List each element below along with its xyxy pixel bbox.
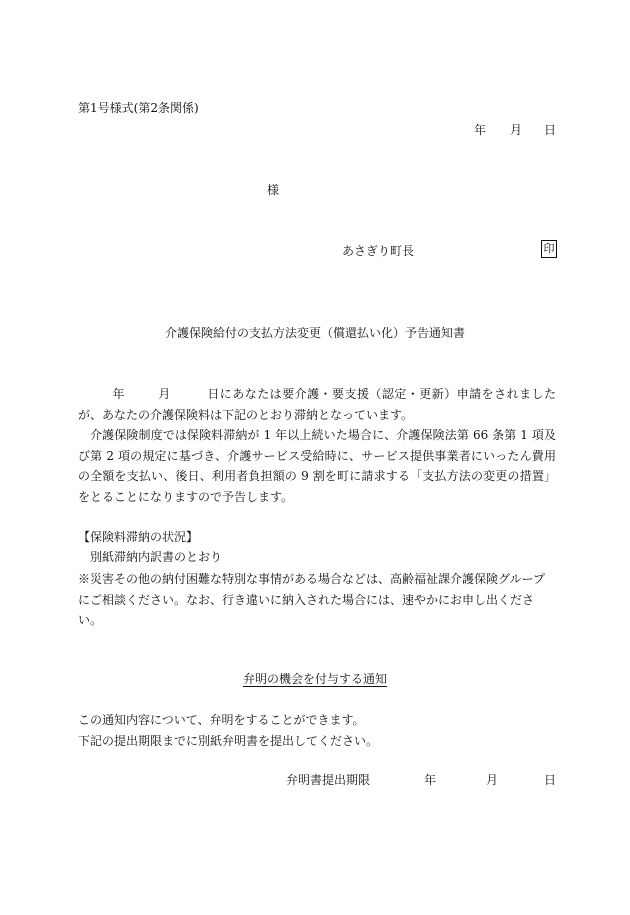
- issue-date-month: 月: [510, 123, 523, 137]
- form-number: 第1号様式(第2条関係): [78, 101, 199, 115]
- ack-line-1: この通知内容について、弁明をすることができます。: [78, 713, 365, 727]
- deadline-label: 弁明書提出期限: [286, 773, 371, 787]
- issue-date-year: 年: [474, 123, 487, 137]
- body-paragraph-1: [78, 384, 556, 425]
- ack-title-text: 弁明の機会を付与する通知: [242, 672, 387, 686]
- ack-line-2: 下記の提出期限までに別紙弁明書を提出してください。: [78, 734, 379, 748]
- seal-mark: 印: [541, 240, 557, 258]
- body-month: 月: [157, 387, 171, 401]
- body-text-1: 日にあなたは要介護・要支援（認定・更新）申請をされましたが、あなたの介護保険料は下記のとおり滞納となっています。: [78, 387, 556, 422]
- body-year: 年: [112, 387, 125, 401]
- issue-date-day: 日: [544, 123, 557, 137]
- section-heading: 【保険料滞納の状況】: [78, 530, 199, 544]
- notice-note: ※災害その他の納付困難な特別な事情がある場合などは、高齢福祉課介護保険グループにご相談ください。なお、行き違いに納入された場合には、速やかにお申し出ください。: [78, 572, 546, 627]
- deadline-month: 月: [486, 773, 499, 787]
- deadline-year: 年: [424, 773, 437, 787]
- sender-name: あさぎり町長: [342, 244, 415, 258]
- ack-title: [0, 670, 630, 687]
- body-paragraph-2: 介護保険制度では保険料滞納が 1 年以上続いた場合に、介護保険法第 66 条第 1 項及び第 2 項の規定に基づき、介護サービス受給時に、サービス提供事業者にいったん費用の全額を支払い、後日、利用者負担額の 9 割を町に請求する「支払方法の変更の措置」をとることになりますので予告します。: [78, 428, 556, 504]
- document-title: 介護保険給付の支払方法変更（償還払い化）予告通知書: [164, 326, 465, 340]
- deadline-day: 日: [544, 773, 557, 787]
- submission-deadline: [286, 771, 556, 788]
- issue-date: [474, 121, 556, 138]
- addressee-suffix: 様: [267, 183, 280, 197]
- section-content: 別紙滞納内訳書のとおり: [90, 550, 223, 564]
